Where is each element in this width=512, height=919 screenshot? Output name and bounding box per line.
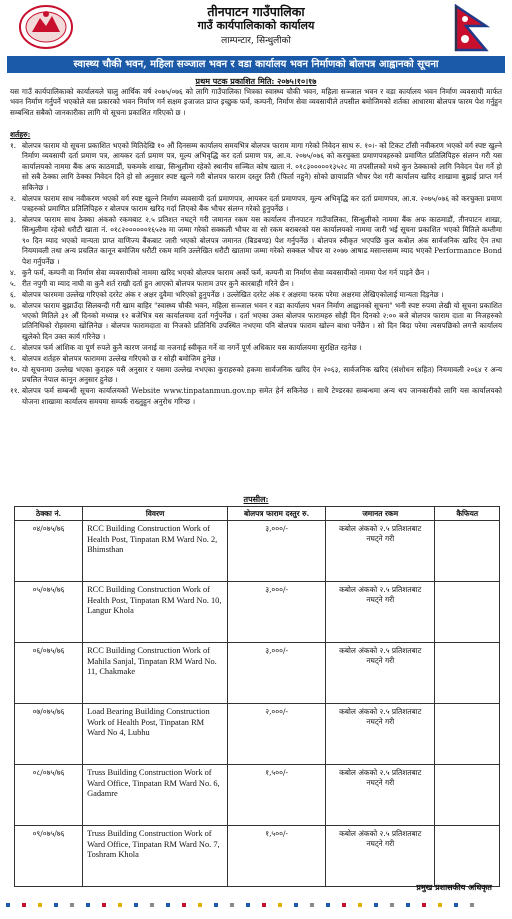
signatory-title: प्रमुख प्रशासकीय अधिकृत xyxy=(416,882,492,892)
cell-description: RCC Building Construction Work of Health Post, Tinpatan RM Ward No. 2, Bhimsthan xyxy=(83,521,228,582)
footer-dot xyxy=(262,903,266,907)
conditions-list xyxy=(10,141,502,408)
cell-contract-no: ०८/०७५/७६ xyxy=(15,765,83,826)
table-row xyxy=(15,826,500,887)
col-description: विवरण xyxy=(83,507,228,521)
cell-security-deposit: कबोल अंकको २.५ प्रतिशतबाट नघट्ने गरी xyxy=(326,643,435,704)
cell-form-fee: २,०००/- xyxy=(228,704,326,765)
cell-security-deposit: कबोल अंकको २.५ प्रतिशतबाट नघट्ने गरी xyxy=(326,521,435,582)
condition-text: बोलपत्र शर्तहरु बोलपत्र फाराममा उल्लेख गरिएको छ र सोही बमोजिम हुनेछ । xyxy=(22,353,221,363)
schedule-heading: तपसील: xyxy=(243,494,269,504)
condition-item xyxy=(10,354,502,364)
footer-dot xyxy=(326,903,330,907)
footer-dot xyxy=(246,903,250,907)
table-header-row xyxy=(15,507,500,521)
condition-number: २. xyxy=(10,193,17,203)
condition-item xyxy=(10,279,502,289)
footer-dot xyxy=(54,903,58,907)
condition-number: ३. xyxy=(10,215,17,225)
cell-remarks xyxy=(435,826,500,887)
cell-remarks xyxy=(435,521,500,582)
footer-dot xyxy=(6,903,10,907)
footer-dot xyxy=(454,903,458,907)
footer-dot xyxy=(198,903,202,907)
footer-dot xyxy=(230,903,234,907)
cell-contract-no: ०४/०७५/७६ xyxy=(15,521,83,582)
condition-text: बोलपत्र फर्म सम्बन्धी सूचना कार्यालयको Website www.tinpatanmun.gov.np समेत हेर्न सकिनेछ । साथै टेण्डरका सम्बन्धमा अन्य थप जानकारीको लागि यस कार्यालयको योजना शाखामा कार्यालय समयमा सम्पर्क राख्नुहुन अनुरोध गरिन्छ । xyxy=(22,386,502,406)
cell-remarks xyxy=(435,704,500,765)
table-row xyxy=(15,704,500,765)
footer-dot xyxy=(278,903,282,907)
cell-contract-no: ०९/०७५/७६ xyxy=(15,826,83,887)
cell-form-fee: ३,०००/- xyxy=(228,521,326,582)
footer-dot xyxy=(390,903,394,907)
cell-security-deposit: कबोल अंकको २.५ प्रतिशतबाट नघट्ने गरी xyxy=(326,826,435,887)
nepal-flag-icon xyxy=(452,4,492,52)
condition-text: बोलपत्र फारममा उल्लेख गरिएको दररेट अंक र अक्षर दुवैमा भरिएको हुनुपर्नेछ । उल्लेखित दररेट अंक र अक्षरमा फरक परेमा अक्षरमा लेखिएकोलाई मान्यता दिइनेछ । xyxy=(22,289,444,299)
condition-text: कुनै फर्म, कम्पनी वा निर्माण सेवा व्यवसायीको नाममा खरिद भएको बोलपत्र फाराम अर्को फर्म, कम्पनी वा निर्माण सेवा व्यवसायीको नाममा पेश गर्न पाइने छैन । xyxy=(22,267,430,277)
conditions-heading: शर्तहरु: xyxy=(10,130,31,139)
footer-dot xyxy=(422,903,426,907)
condition-text: बोलपत्र फाराम बुझाउँदा सिलबन्दी गरी खाम बाहिर "स्वास्थ्य चौकी भवन, महिला सञ्जाल भवन र वडा कार्यालय भवन निर्माण आह्वानको सूचना" भनी स्पष्ट रुपमा लेखी यो सूचना प्रकाशित भएको मितिले ३१ औं दिनको मध्यान्न १२ बजेभित्र यस कार्यालयमा दर्ता गर्नुपर्नेछ । दर्ता भएका उक्त बोलपत्र फारामहरु सोही दिन दिनको २:०० बजे बोलपत्र फाराम दाता वा निजहरुको प्रतिनिधिको रोहवरमा खोलिनेछ । बोलपत्र फारामदाता वा निजको प्रतिनिधि उपस्थित नभएमा पनि बोलपत्र फाराम खोल्न बाधा पर्नेछैन । सो दिन बिदा परेमा त्यसपछिको लगत्तै कार्यालय खुलेको दिन उक्त कार्य गरिनेछ । xyxy=(22,300,502,341)
condition-text: यो सूचनामा उल्लेख भएका कुराहरु यसै अनुसार र यसमा उल्लेख नभएका कुराहरुको हकमा सार्वजनिक खरिद ऐन २०६३, सार्वजनिक खरिद (संशोधन सहित) नियमावली २०६४ र अन्य प्रचलित नेपाल कानून अनुसार हुनेछ । xyxy=(22,364,502,385)
cell-form-fee: १,५००/- xyxy=(228,765,326,826)
table-row xyxy=(15,582,500,643)
footer-dot xyxy=(22,903,26,907)
cell-contract-no: ०६/०७५/७६ xyxy=(15,643,83,704)
table-row xyxy=(15,643,500,704)
condition-number: १. xyxy=(10,141,17,150)
condition-item xyxy=(10,365,502,386)
cell-form-fee: ३,०००/- xyxy=(228,643,326,704)
footer-dot xyxy=(470,903,474,907)
condition-item xyxy=(10,215,502,267)
footer-dot xyxy=(118,903,122,907)
footer-dot xyxy=(438,903,442,907)
footer-strip xyxy=(0,900,512,910)
condition-number: ८. xyxy=(10,342,17,352)
cell-remarks xyxy=(435,643,500,704)
condition-item xyxy=(10,301,502,343)
footer-dot xyxy=(38,903,42,907)
footer-dot xyxy=(214,903,218,907)
condition-text: बोलपत्र फर्म आंशिक वा पूर्ण रुपले कुनै कारण जनाई वा नजनाई स्वीकृत गर्ने वा नगर्ने पूर्ण अधिकार यस कार्यालयमा सुरक्षित रहनेछ । xyxy=(22,342,362,352)
cell-form-fee: १,५००/- xyxy=(228,826,326,887)
col-security-deposit: जमानत रकम xyxy=(326,507,435,521)
office-name: तीनपाटन गाउँपालिका xyxy=(207,4,305,19)
footer-dot xyxy=(374,903,378,907)
condition-item xyxy=(10,194,502,215)
office-header xyxy=(0,0,512,54)
cell-form-fee: ३,०००/- xyxy=(228,582,326,643)
publication-date: प्रथम पटक प्रकाशित मिति: २०७५।१०।१७ xyxy=(195,76,317,86)
table-row xyxy=(15,521,500,582)
condition-text: बोलपत्र फाराम साथ ठेक्का अंकको रकमबाट २.५ प्रतिशत नघट्ने गरी जमानत रकम यस कार्यालय तीनपाटन गाउँपालिका, सिन्धुलीको नाममा बैंक अफ काठमाडौं, तीनपाटन शाखा, सिन्धुलीमा रहेको धरौटी खाता नं. ०१८२००००००१६५२७ मा जम्मा गरेको सक्कली भौचर वा सो रकम बराबरको यस कार्यालयको नाममा जारी भई सूचना प्रकाशित भएको मितिले कम्तीमा ९० दिन म्याद भएको मान्यता प्राप्त वाणिज्य बैंकबाट जारी भएको बोलपत्र जमानत (बिडबण्ड) पेश गर्नुपर्नेछ । बोलपत्र स्वीकृत भएपछि कुल कबोल अंक सार्वजनिक खरिद ऐन तथा नियमावली तथा अन्य प्रचलित कानून बमोजिम धरौटी रकम मानि उल्लेखित धरौटी खातामा जम्मा गरेको सक्कल भौचर वा २०७७ आषाढ मसान्तसम्म म्याद भएको Performance Bond पेश गर्नुपर्नेछ । xyxy=(22,215,502,266)
col-form-fee: बोलपत्र फाराम दस्तुर रु. xyxy=(228,507,326,521)
cell-remarks xyxy=(435,582,500,643)
footer-dot xyxy=(182,903,186,907)
footer-dot xyxy=(310,903,314,907)
condition-item xyxy=(10,343,502,353)
cell-security-deposit: कबोल अंकको २.५ प्रतिशतबाट नघट्ने गरी xyxy=(326,765,435,826)
col-remarks: कैफियत xyxy=(435,507,500,521)
condition-number: ४. xyxy=(10,267,17,277)
cell-contract-no: ०७/०७५/७६ xyxy=(15,704,83,765)
footer-dot xyxy=(102,903,106,907)
office-subname: गाउँ कार्यपालिकाको कार्यालय xyxy=(197,19,315,32)
cell-security-deposit: कबोल अंकको २.५ प्रतिशतबाट नघट्ने गरी xyxy=(326,582,435,643)
footer-dot xyxy=(406,903,410,907)
condition-item xyxy=(10,290,502,300)
cell-description: Truss Building Construction Work of Ward Office, Tinpatan RM Ward No. 7, Toshram Khola xyxy=(83,826,228,887)
condition-text: बोलपत्र फाराम यो सूचना प्रकाशित भएको मितिदेखि १० औं दिनसम्म कार्यालय समयभित्र बोलपत्र फाराम मागा गरेको निवेदन साथ रु. १०।- को टिकट टाँसी नवीकरण भएको वर्ग स्पष्ट खुल्ने निर्माण व्यवसायी दर्ता प्रमाण पत्र, आयकर दर्ता प्रमाण पत्र, मूल्य अभिवृद्धि कर दर्ता प्रमाण पत्र, आ.व. २०७५/०७६ को करचुक्ता प्रमाणपत्रहरुको प्रमाणित प्रतिलिपिहरु संलग्न गरी यस कार्यालयको नाममा बैंक अफ काठमाडौं, चकमके शाखा, सिन्धुलीमा रहेको स्थानीय सञ्चित कोष खाता नं. ०१८३०००००१३५२८ मा तपसीलको मध्ये कुन ठेक्काको लागि निवेदन पेश गर्ने हो सो सबै ठेक्का लागि ठेक्का निवेदन दिने हो सो अनुसार स्पष्ट खुल्ने गरी बोलपत्र फाराम दस्तुर तिरी (फिर्ता नहुने) सोको छायाप्रति भौचर पेश गरी कार्यालय खरिद शाखामा बुझाई प्राप्त गर्न सकिनेछ । xyxy=(22,141,502,192)
footer-dot xyxy=(134,903,138,907)
condition-item xyxy=(10,386,502,407)
cell-description: RCC Building Construction Work of Mahila Sanjal, Tinpatan RM Ward No. 11, Chakmake xyxy=(83,643,228,704)
cell-description: Truss Building Construction Work of Ward Office, Tinpatan RM Ward No. 6, Gadamre xyxy=(83,765,228,826)
condition-item xyxy=(10,141,502,193)
intro-paragraph: यस गाउँ कार्यपालिकाको कार्यालयले चालु आर्थिक वर्ष २०७५/०७६ को लागि गाउँपालिका भित्रका स्वास्थ्य चौकी भवन, महिला सञ्जाल भवन र वडा कार्यालय भवन निर्माण व्यवसायी मार्फत भवन निर्माण गर्नुपर्ने भएकोले यस प्रकारको भवन निर्माण गर्न सक्षम इजाजत प्राप्त इच्छुक फर्म, कम्पनी, निर्माण सेवा व्यवसायीले तपसील बमोजिमको शर्तका आधारमा बोलपत्र फारम पेश गर्नुहुन सम्बन्धित सबैको जानकारीका लागि यो सूचना प्रकाशित गरिएको छ । xyxy=(10,87,502,117)
footer-dot xyxy=(86,903,90,907)
footer-dot xyxy=(358,903,362,907)
col-contract-no: ठेक्का नं. xyxy=(15,507,83,521)
condition-number: ७. xyxy=(10,300,17,310)
condition-item xyxy=(10,268,502,278)
condition-text: बोलपत्र फाराम साथ नवीकरण भएको वर्ग स्पष्ट खुल्ने निर्माण व्यवसायी दर्ता प्रमाणपत्र, आयकर दर्ता प्रमाणपत्र, मूल्य अभिवृद्धि कर दर्ता प्रमाणपत्र, आ.व. २०७५/०७६ को करचुक्ता प्रमाण पत्रहरुको प्रमाणित प्रतिलिपिहरु र बोलपत्र फाराम खरिद गर्दा लिएको बैंक भौचर संलग्न गरेको हुनुपर्नेछ । xyxy=(22,193,502,214)
cell-description: Load Bearing Building Construction Work of Health Post, Tinpatan RM Ward No 4, Lubhu xyxy=(83,704,228,765)
cell-description: RCC Building Construction Work of Health Post, Tinpatan RM Ward No. 10, Langur Khola xyxy=(83,582,228,643)
office-location: लाम्पन्टार, सिन्धुलीको xyxy=(221,36,291,46)
condition-number: १०. xyxy=(10,364,20,374)
footer-dot xyxy=(70,903,74,907)
cell-contract-no: ०५/०७५/७६ xyxy=(15,582,83,643)
condition-number: ५. xyxy=(10,278,17,288)
notice-title-banner: स्वास्थ्य चौकी भवन, महिला सञ्जाल भवन र वडा कार्यालय भवन निर्माणको बोलपत्र आह्वानको सूचना xyxy=(7,56,505,73)
footer-dot xyxy=(150,903,154,907)
footer-dot xyxy=(166,903,170,907)
table-row xyxy=(15,765,500,826)
footer-dot xyxy=(342,903,346,907)
condition-number: ११. xyxy=(10,386,20,396)
condition-number: ६. xyxy=(10,289,17,299)
cell-security-deposit: कबोल अंकको २.५ प्रतिशतबाट नघट्ने गरी xyxy=(326,704,435,765)
contract-table xyxy=(14,506,500,887)
cell-remarks xyxy=(435,765,500,826)
condition-number: ९. xyxy=(10,353,17,363)
footer-dot xyxy=(294,903,298,907)
condition-text: रीत नपुगी वा म्याद नाघी वा कुनै शर्त राखी दर्ता हुन आएको बोलपत्र फाराम उपर कुनै कारबाही गरिने छैन । xyxy=(22,278,294,288)
